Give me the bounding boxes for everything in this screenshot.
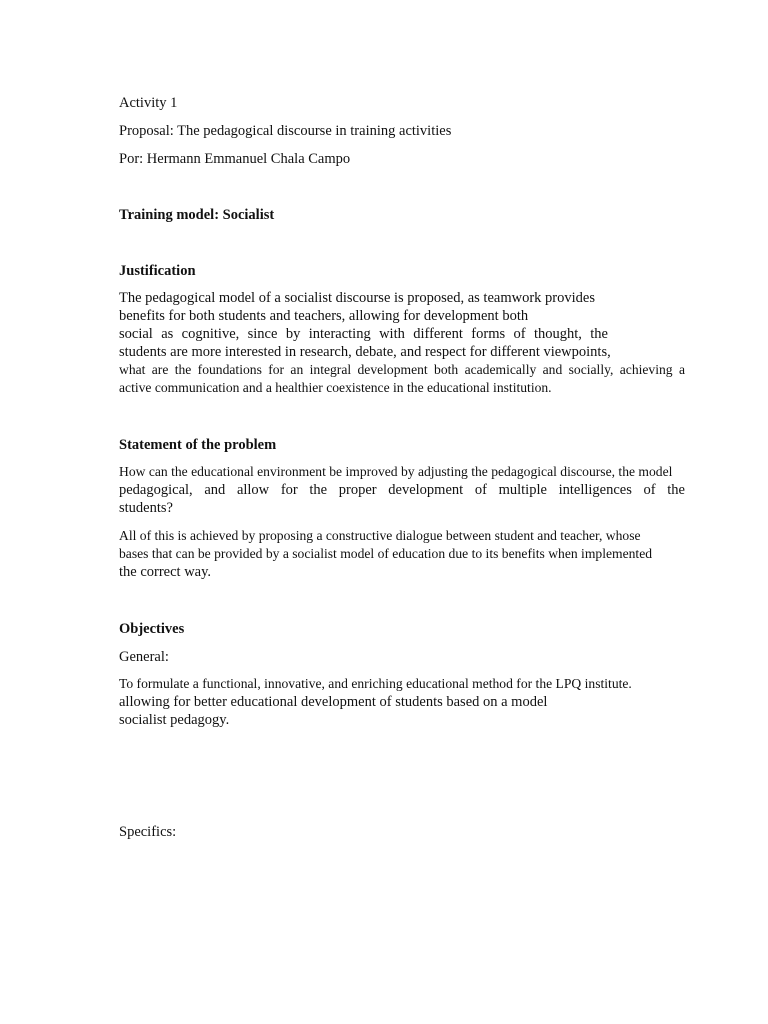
justification-line: benefits for both students and teachers, allowing for development both [119, 308, 529, 324]
justification-heading: Justification [119, 263, 196, 279]
problem-line: How can the educational environment be improved by adjusting the pedagogical discourse, the model [119, 464, 673, 479]
problem-line: All of this is achieved by proposing a constructive dialogue between student and teacher, whose [119, 528, 641, 543]
general-objective-line: socialist pedagogy. [119, 712, 230, 728]
author-line: Por: Hermann Emmanuel Chala Campo [119, 151, 351, 167]
justification-line: active communication and a healthier coexistence in the educational institution. [119, 380, 552, 395]
problem-heading: Statement of the problem [119, 437, 277, 453]
training-model-heading: Training model: Socialist [119, 207, 275, 223]
activity-title: Activity 1 [119, 95, 178, 111]
problem-line: bases that can be provided by a socialist model of education due to its benefits when implemented [119, 546, 653, 561]
justification-line: what are the foundations for an integral development both academically and socially, achieving a [119, 362, 685, 377]
proposal-line: Proposal: The pedagogical discourse in training activities [119, 123, 452, 139]
justification-line: students are more interested in research, debate, and respect for different viewpoints, [119, 344, 611, 360]
general-label: General: [119, 649, 169, 665]
general-objective-line: allowing for better educational development of students based on a model [119, 694, 548, 710]
problem-line: pedagogical, and allow for the proper development of multiple intelligences of the [119, 482, 685, 498]
specifics-label: Specifics: [119, 824, 177, 840]
problem-line: the correct way. [119, 564, 212, 580]
justification-line: The pedagogical model of a socialist discourse is proposed, as teamwork provides [119, 290, 595, 306]
problem-line: students? [119, 500, 173, 516]
objectives-heading: Objectives [119, 621, 185, 637]
justification-line: social as cognitive, since by interacting with different forms of thought, the [119, 326, 608, 342]
general-objective-line: To formulate a functional, innovative, and enriching educational method for the LPQ institute. [119, 676, 632, 691]
